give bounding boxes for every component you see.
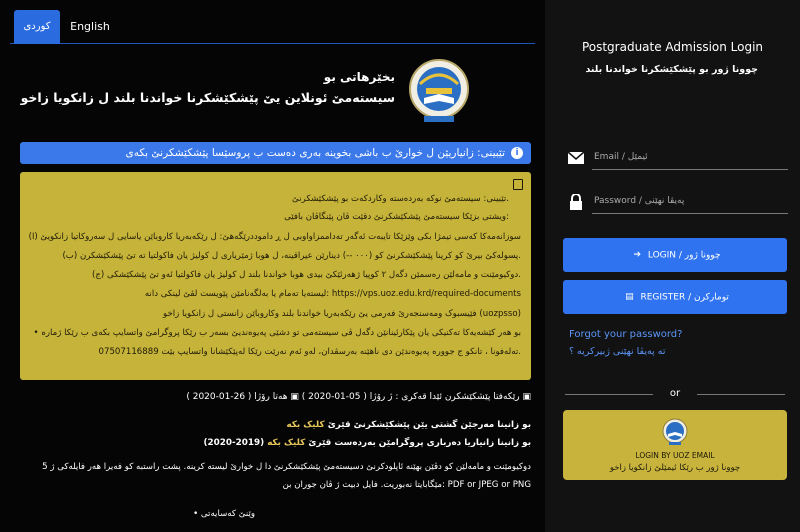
lock-icon [567, 194, 585, 210]
instruction-line: (ب) پسولەکێ بیرێ کو کرینا پێشکێشکرنێ کو (۰۰۰ --) دینارێن عیراقینە، ل هوبا ژمێریاری ل کولیژ یان فاکولتیا تە تێ پێشکێشکرن. [62, 251, 521, 261]
or-text: or [669, 388, 681, 399]
tab-english[interactable]: English [70, 20, 110, 33]
login-button-label: LOGIN / چوونا ژور [647, 250, 721, 261]
tab-kurdi[interactable]: کوردی [14, 10, 60, 44]
date-label: رێکەفتا پێشکێشکرن ئێدا قەکری : [395, 392, 520, 402]
from-label: ژ رۆژا [369, 392, 393, 402]
register-button[interactable] [563, 280, 787, 314]
instruction-line: • بو هەر کێشەیەکا تەکنیکی یان پێکارئینانێن دگەل ڤی سیستەمی تو دشێی پەیوەندیێ بسەر ب رێکا پروگرامێ واتسایپ بکەی ب رێکا ژمارە [33, 328, 521, 338]
instruction-line: لیستەیا تەمام یا بەلگەنامێن پێویست لڤێ لینکی دانە: https://vps.uoz.edu.krd/required-documents [144, 289, 521, 299]
university-logo-icon [408, 58, 470, 124]
forgot-password-link[interactable]: Forgot your password? [569, 329, 683, 340]
language-tabs [10, 10, 535, 44]
programs-suffix: (2020-2019) [203, 438, 265, 448]
envelope-icon [567, 150, 585, 166]
upload-note-line: دوکیومێنت و مامەلێن کو دڤێن بهێنە ئاپلودکرنێ دسیستەمێ پێشکێشکرنێ دا ل خوارێ لیستە کرینە. پشت راستبە کو فەیرا هەر فایلەکی ژ 5 [42, 462, 531, 472]
upload-note-line: مێگابایتا نەبوریت. فایل دبیت ژ ڤان جوران بن: PDF or JPEG or PNG [282, 480, 531, 490]
from-date: ( 05-01-2020 ) [301, 392, 367, 402]
login-button[interactable] [563, 238, 787, 272]
submission-dates [186, 392, 531, 402]
login-subtitle: چوونا ژور بو پێشکێشکرنا خواندنا بلند [585, 64, 758, 75]
email-input[interactable] [592, 144, 788, 170]
forgot-password-link-ku[interactable]: تە پەیڤا نهێنی ژبیرکریە ؟ [569, 346, 666, 357]
conditions-link[interactable]: کلیک بکە [286, 420, 325, 430]
login-title: Postgraduate Admission Login [581, 40, 764, 54]
conditions-text: بو زانینا مەرجێن گشتی یێن پێشکێشکرنێ قێرێ [327, 420, 531, 430]
uoz-button-label-ku: چوونا ژور ب رێکا ئیمێلێ زانکویا زاخو [609, 463, 741, 473]
info-icon: i [511, 147, 523, 159]
id-card-icon: ▤ [625, 292, 634, 302]
instruction-line: ویشتی بزێکا سیستەمێ پێشکێشکرنێ دقێت ڤان پێنگاڤان بافێی: [284, 212, 509, 222]
instructions-box [20, 172, 531, 380]
conditions-link-row [286, 420, 531, 430]
or-divider [565, 388, 785, 400]
instruction-line: (ا) سوزانەمەکا کەسی تیمژا بکی وێزێکا تایبەت ئەگەر تەداممزاواوبی ل ڕ داموددرێگەهێ: ل رێکەبەریا کاروباێن یاسایی ل سەروکاتیا زانکویێ [28, 232, 521, 242]
notice-banner [20, 142, 531, 164]
to-label: هەتا رۆژا [254, 392, 288, 402]
programs-link-row [203, 438, 531, 448]
upload-note-item: • وێنێ کەسایەتی [193, 509, 255, 519]
instruction-line: 07507116889 تەلەفونا ، تانکو ج جووره پەیوەندێن دی ناهێنە بەرسڤدان، لەو ئەم نەرێت رێکا لەپێکێشانا واتسایپ بێت. [98, 347, 521, 357]
login-panel [545, 0, 800, 532]
note-icon [513, 179, 523, 190]
password-input[interactable] [592, 188, 788, 214]
welcome-text: بخێرهاتی بو [323, 70, 395, 84]
register-button-label: REGISTER / تومارکرن [640, 292, 729, 303]
calendar-icon: ▣ [522, 392, 531, 402]
instruction-line: تێبینی: سیستەمێ نوکە بەردەستە وکاردکەت بو پێشکێشکرنێ. [292, 194, 509, 204]
notice-text: تێبینی: زانیاریێن ل خوارێ ب باشی بخوینە بەری دەست ب پروسێسا پێشکێشکرنێ بکەی [125, 147, 505, 159]
programs-link[interactable]: کلیک بکە [267, 438, 306, 448]
sign-in-icon: ➔ [633, 250, 642, 260]
uoz-button-label: LOGIN BY UOZ EMAIL [635, 451, 715, 460]
to-date: ( 26-01-2020 ) [186, 392, 252, 402]
instruction-line: (ج) دوکیومێنت و مامەلێن رەسمێن دگەل ۲ کوپیا ژهەرئێکێ بیدی هوبا خواندنا بلند ل کولیژ یان فاکولتیا ئەو تێ پێشکێشکی. [91, 270, 521, 280]
instruction-line: فێیسبوک ومەسنجەرێ فەرمی یێ رێکەبەریا خواندنا بلند وکاروباێن زانستی ل زانکویا زاخو (uozpsso) [163, 309, 521, 319]
email-row [567, 144, 787, 172]
divider-line [697, 394, 785, 395]
page-header [20, 58, 530, 128]
calendar-icon: ▣ [290, 392, 299, 402]
uoz-email-login-button[interactable] [563, 410, 787, 480]
page-title: سیستەمێ ئونلاین یێ پێشکێشکرنا خواندنا بلند ل زانکویا زاخو [20, 90, 395, 105]
password-row [567, 188, 787, 216]
programs-text: بو زانینا زانیاریا دەرباری پروگرامێن بەردەست قێرێ [308, 438, 531, 448]
university-logo-icon [662, 418, 688, 446]
